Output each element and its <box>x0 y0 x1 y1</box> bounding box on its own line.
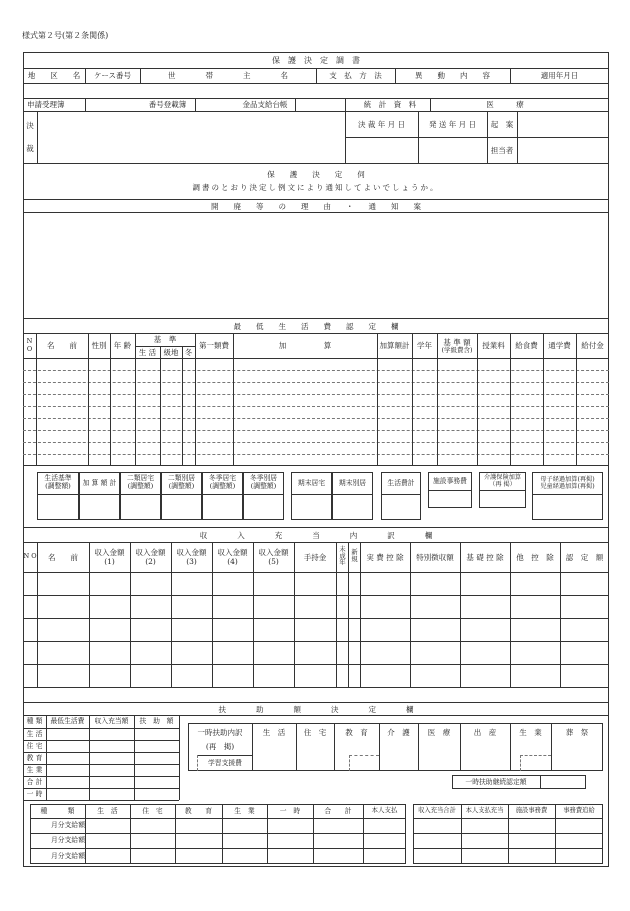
case-number-label: ケース番号 <box>93 71 132 80</box>
assistance-amount-header: 扶 助 額 <box>139 717 174 726</box>
winter-home-adj: (調整額) <box>209 482 236 490</box>
addition-total-label: 加 算 額 計 <box>82 478 117 487</box>
single-mother-transition-label: 母子経過加算(再掲) <box>540 475 595 483</box>
monthly-col-education: 教 育 <box>184 806 213 815</box>
income5-num: (5) <box>268 557 279 566</box>
income-allocation-total-header: 収入充当合計 <box>418 807 456 815</box>
temp-col-livelihood: 生 業 <box>519 727 542 737</box>
monthly-row-2: 月分支給額 <box>51 836 85 845</box>
monthly-col-temporary: 一 時 <box>279 806 301 815</box>
facility-fee-label: 施設事務費 <box>433 476 467 485</box>
winter-separate-adj: (調整額) <box>250 482 277 490</box>
ml-grade-area-header: 級地 <box>163 347 179 357</box>
fee-supplement-header: 事務費追給 <box>563 807 595 815</box>
decision-title: 保 護 決 定 伺 <box>267 169 365 179</box>
actual-deduction-header: 実 費 控 除 <box>366 552 404 562</box>
monthly-col-self-pay: 本人支払 <box>371 806 398 815</box>
row-living: 生 活 <box>26 729 43 738</box>
ml-base-amount-sub: (学級費含) <box>441 345 473 354</box>
cash-on-hand-header: 手持金 <box>303 552 327 562</box>
temp-restated-label: (再 掲) <box>205 741 235 751</box>
income1-num: (1) <box>104 557 115 566</box>
monthly-row-3: 月分支給額 <box>51 851 85 860</box>
number-register-label: 番号登載簿 <box>148 100 187 109</box>
ml-standard-header: 基 準 <box>153 335 177 344</box>
basic-deduction-header: 基 礎 控 除 <box>466 552 504 562</box>
ml-addition-total-header: 加算額計 <box>379 341 410 350</box>
recognized-amount-header: 認 定 額 <box>565 552 604 562</box>
payment-ledger-label: 金品支給台帳 <box>242 100 288 109</box>
study-support-label: 学習支援費 <box>208 759 242 768</box>
temp-col-housing: 住 宅 <box>303 727 327 737</box>
reason-notice-area[interactable] <box>24 213 608 317</box>
form-title: 保 護 決 定 調 書 <box>272 56 360 66</box>
inc-no-header: N O <box>23 552 37 561</box>
temp-breakdown-label: 一時扶助内訳 <box>197 727 243 737</box>
yearend-home-label: 期末居宅 <box>297 478 326 487</box>
ml-base-amount-header: 基 準 額 <box>443 337 471 347</box>
assistance-title: 扶 助 額 決 定 欄 <box>218 704 414 714</box>
ml-lunch-header: 給食費 <box>515 341 538 350</box>
application-register-label: 申請受理簿 <box>27 100 65 109</box>
ml-addition-header: 加 算 <box>278 341 332 350</box>
kessai-label-1: 決 <box>26 120 34 130</box>
dispatch-date-label: 発 送 年 月 日 <box>428 119 477 129</box>
class2-separate-adj: (調整額) <box>168 482 195 490</box>
ml-winter-header: 冬 <box>184 347 193 357</box>
living-standard-adj: (調整額) <box>45 482 71 490</box>
statistics-label: 統 計 資 料 <box>363 100 417 109</box>
child-transition-label: 児童経過加算(再掲) <box>540 483 595 490</box>
new-header: 新規 <box>351 549 358 563</box>
monthly-col-total: 合 計 <box>324 806 352 815</box>
class2-home-label: 二類居宅 <box>126 474 155 483</box>
facility-fee-header: 施設事務費 <box>515 807 548 815</box>
continuing-temp-label: 一時扶助継続認定額 <box>465 777 527 786</box>
kind-header: 種 類 <box>26 717 43 726</box>
winter-separate-label: 冬季別居 <box>249 474 278 483</box>
form-number: 様式第２号(第２条関係) <box>22 31 109 40</box>
reason-notice-title: 開 廃 等 の 理 由 ・ 通 知 案 <box>211 201 421 211</box>
temp-col-medical: 医 療 <box>427 727 451 737</box>
income2-header: 収入金額 <box>135 547 166 557</box>
decision-text: 調書のとおり決定し例文により通知してよいでしょうか。 <box>192 182 440 192</box>
income3-num: (3) <box>186 557 197 566</box>
ml-school-year-header: 学年 <box>417 341 432 350</box>
householder-label: 世 帯 主 名 <box>168 71 288 80</box>
income2-num: (2) <box>145 557 156 566</box>
minor-header: 未成年 <box>339 546 346 567</box>
income1-header: 収入金額 <box>94 547 125 557</box>
ml-class1-header: 第一類費 <box>199 341 229 350</box>
person-in-charge-label: 担当者 <box>490 145 514 155</box>
income5-header: 収入金額 <box>258 547 289 557</box>
special-collection-header: 特別徴収額 <box>416 552 454 562</box>
ml-tuition-header: 授業料 <box>482 341 505 350</box>
income3-header: 収入金額 <box>176 547 207 557</box>
other-deduction-header: 他 控 除 <box>516 552 554 562</box>
ml-benefit-header: 給付金 <box>581 341 604 350</box>
row-temporary: 一 時 <box>26 789 43 798</box>
ml-name-header: 名 前 <box>47 341 77 350</box>
row-total: 合 計 <box>26 777 43 786</box>
temp-col-childbirth: 出 産 <box>473 727 497 737</box>
monthly-row-1: 月分支給額 <box>51 821 85 830</box>
change-content-label: 異 動 内 容 <box>415 71 490 80</box>
min-living-title: 最 低 生 活 費 認 定 欄 <box>233 322 399 331</box>
monthly-kind-header: 種 類 <box>40 806 75 815</box>
temp-col-funeral: 葬 祭 <box>565 727 589 737</box>
apply-date-label: 適用年月日 <box>540 71 579 80</box>
temp-col-education: 教 育 <box>345 727 368 737</box>
approval-date-label: 決 裁 年 月 日 <box>357 119 406 129</box>
living-standard-label: 生活基準 <box>44 474 72 483</box>
income-allocation-header: 収入充当額 <box>94 717 129 726</box>
class2-home-adj: (調整額) <box>127 482 154 490</box>
row-housing: 住 宅 <box>26 741 43 750</box>
class2-separate-label: 二類別居 <box>167 474 196 483</box>
care-insurance-label: 介護保険加算 <box>483 473 522 481</box>
monthly-col-living: 生 活 <box>97 806 118 815</box>
income4-header: 収入金額 <box>217 547 248 557</box>
medical-label: 医 療 <box>486 100 524 109</box>
ml-age-header: 年 齢 <box>113 341 132 350</box>
ml-living-header: 生 活 <box>138 347 157 357</box>
income-title: 収 入 充 当 内 訳 欄 <box>199 530 433 540</box>
temp-col-care: 介 護 <box>387 727 410 737</box>
monthly-col-housing: 住 宅 <box>142 806 163 815</box>
care-insurance-restated: （再 掲） <box>489 481 516 488</box>
inc-name-header: 名 前 <box>48 552 78 562</box>
payment-method-label: 支 払 方 法 <box>329 71 382 80</box>
ml-sex-header: 性別 <box>91 341 107 350</box>
row-livelihood: 生 業 <box>26 765 43 774</box>
living-cost-total-label: 生活費計 <box>387 478 415 487</box>
kessai-label-2: 裁 <box>26 143 34 153</box>
row-education: 教 育 <box>26 753 43 762</box>
income4-num: (4) <box>227 557 238 566</box>
monthly-col-livelihood: 生 業 <box>234 806 255 815</box>
ml-commute-header: 通学費 <box>548 341 571 350</box>
min-living-cost-header: 最低生活費 <box>50 717 85 726</box>
ml-no-header: N O <box>26 336 33 353</box>
yearend-separate-label: 期末別居 <box>338 478 367 487</box>
district-name-label: 地 区 名 <box>27 71 81 80</box>
winter-home-label: 冬季居宅 <box>208 474 237 483</box>
self-pay-allocation-header: 本人支払充当 <box>465 807 504 815</box>
drafter-label: 起 案 <box>490 119 514 129</box>
temp-col-living: 生 活 <box>262 727 286 737</box>
